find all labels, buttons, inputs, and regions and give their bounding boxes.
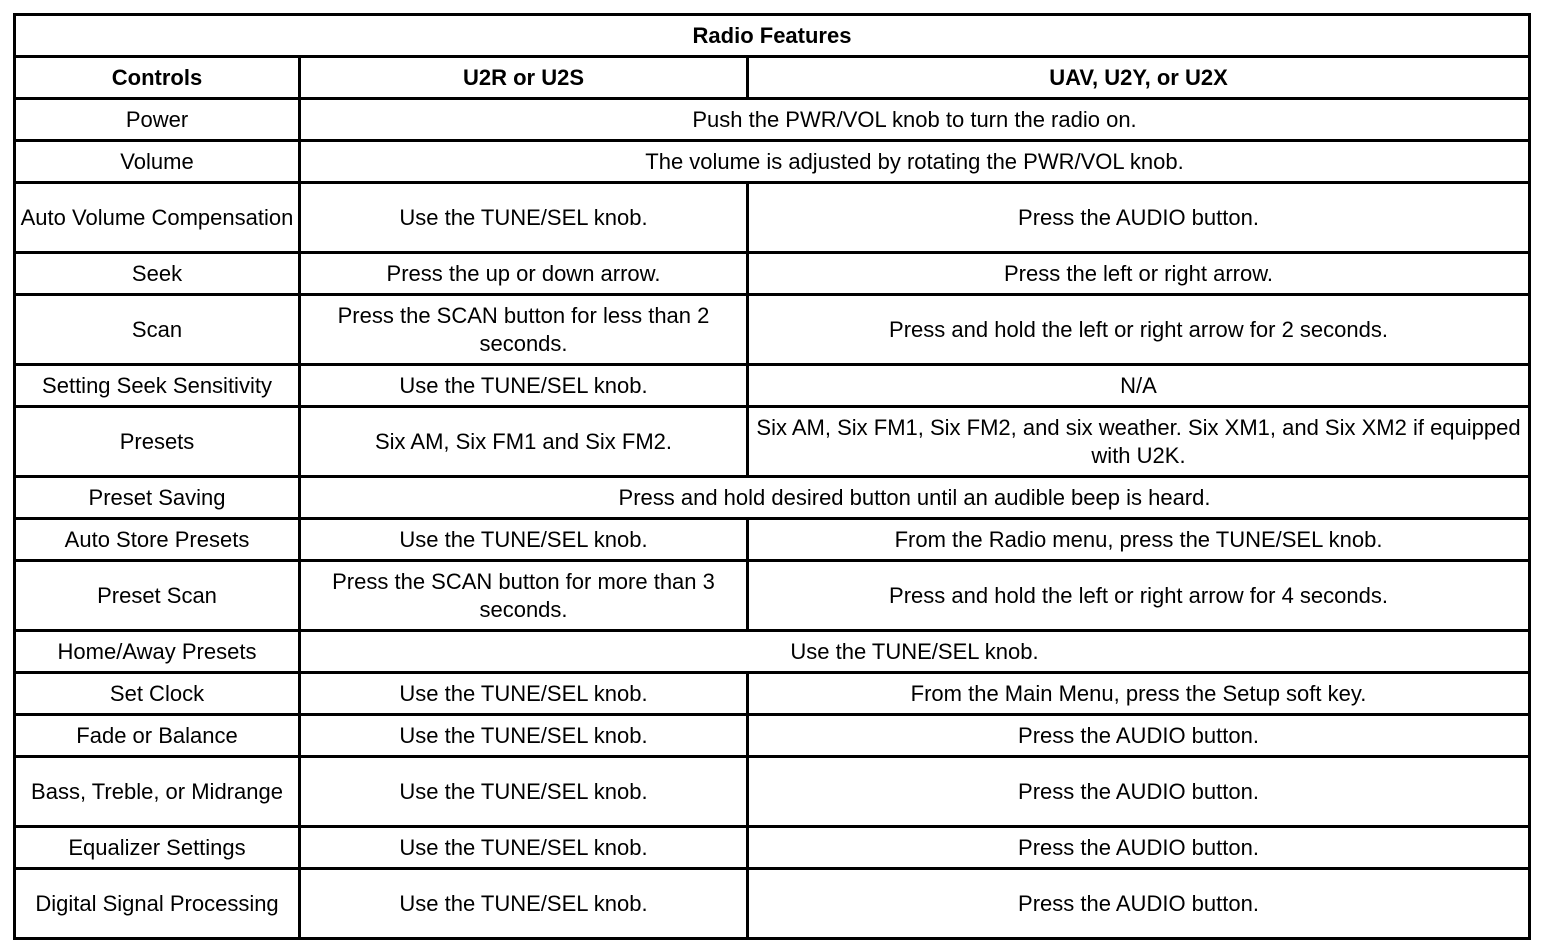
control-cell: Scan <box>15 295 300 365</box>
uav-cell: From the Radio menu, press the TUNE/SEL knob. <box>748 519 1530 561</box>
table-row <box>15 99 1530 141</box>
column-header-uav-u2y-u2x: UAV, U2Y, or U2X <box>748 57 1530 99</box>
table-row <box>15 715 1530 757</box>
uav-cell: Press the left or right arrow. <box>748 253 1530 295</box>
u2r-cell: Use the TUNE/SEL knob. <box>300 519 748 561</box>
table-row <box>15 673 1530 715</box>
merged-description-cell: The volume is adjusted by rotating the PWR/VOL knob. <box>300 141 1530 183</box>
table-row <box>15 141 1530 183</box>
merged-description-cell: Press and hold desired button until an audible beep is heard. <box>300 477 1530 519</box>
control-cell: Seek <box>15 253 300 295</box>
u2r-cell: Use the TUNE/SEL knob. <box>300 827 748 869</box>
u2r-cell: Press the SCAN button for more than 3 seconds. <box>300 561 748 631</box>
table-title-row <box>15 15 1530 57</box>
table-row <box>15 477 1530 519</box>
uav-cell: Press the AUDIO button. <box>748 715 1530 757</box>
column-header-u2r-u2s: U2R or U2S <box>300 57 748 99</box>
control-cell: Preset Saving <box>15 477 300 519</box>
control-cell: Bass, Treble, or Midrange <box>15 757 300 827</box>
uav-cell: Press the AUDIO button. <box>748 827 1530 869</box>
control-cell: Home/Away Presets <box>15 631 300 673</box>
table-row <box>15 183 1530 253</box>
uav-cell: N/A <box>748 365 1530 407</box>
merged-description-cell: Push the PWR/VOL knob to turn the radio on. <box>300 99 1530 141</box>
control-cell: Fade or Balance <box>15 715 300 757</box>
u2r-cell: Use the TUNE/SEL knob. <box>300 183 748 253</box>
uav-cell: From the Main Menu, press the Setup soft key. <box>748 673 1530 715</box>
u2r-cell: Press the up or down arrow. <box>300 253 748 295</box>
merged-description-cell: Use the TUNE/SEL knob. <box>300 631 1530 673</box>
control-cell: Auto Volume Compensation <box>15 183 300 253</box>
u2r-cell: Use the TUNE/SEL knob. <box>300 673 748 715</box>
table-row <box>15 407 1530 477</box>
radio-features-table <box>13 13 1531 940</box>
u2r-cell: Use the TUNE/SEL knob. <box>300 715 748 757</box>
table-header-row <box>15 57 1530 99</box>
column-header-controls: Controls <box>15 57 300 99</box>
uav-cell: Press the AUDIO button. <box>748 183 1530 253</box>
control-cell: Auto Store Presets <box>15 519 300 561</box>
table-title: Radio Features <box>15 15 1530 57</box>
control-cell: Digital Signal Processing <box>15 869 300 939</box>
u2r-cell: Use the TUNE/SEL knob. <box>300 757 748 827</box>
table-row <box>15 827 1530 869</box>
u2r-cell: Use the TUNE/SEL knob. <box>300 365 748 407</box>
table-row <box>15 365 1530 407</box>
table-row <box>15 519 1530 561</box>
table-row <box>15 253 1530 295</box>
u2r-cell: Six AM, Six FM1 and Six FM2. <box>300 407 748 477</box>
control-cell: Equalizer Settings <box>15 827 300 869</box>
uav-cell: Press and hold the left or right arrow for 2 seconds. <box>748 295 1530 365</box>
table-row <box>15 631 1530 673</box>
table-row <box>15 757 1530 827</box>
u2r-cell: Use the TUNE/SEL knob. <box>300 869 748 939</box>
control-cell: Preset Scan <box>15 561 300 631</box>
uav-cell: Press the AUDIO button. <box>748 869 1530 939</box>
u2r-cell: Press the SCAN button for less than 2 seconds. <box>300 295 748 365</box>
control-cell: Setting Seek Sensitivity <box>15 365 300 407</box>
uav-cell: Press and hold the left or right arrow for 4 seconds. <box>748 561 1530 631</box>
uav-cell: Six AM, Six FM1, Six FM2, and six weather. Six XM1, and Six XM2 if equipped with U2K. <box>748 407 1530 477</box>
uav-cell: Press the AUDIO button. <box>748 757 1530 827</box>
table-row <box>15 869 1530 939</box>
control-cell: Volume <box>15 141 300 183</box>
control-cell: Set Clock <box>15 673 300 715</box>
control-cell: Power <box>15 99 300 141</box>
table-row <box>15 295 1530 365</box>
control-cell: Presets <box>15 407 300 477</box>
table-row <box>15 561 1530 631</box>
